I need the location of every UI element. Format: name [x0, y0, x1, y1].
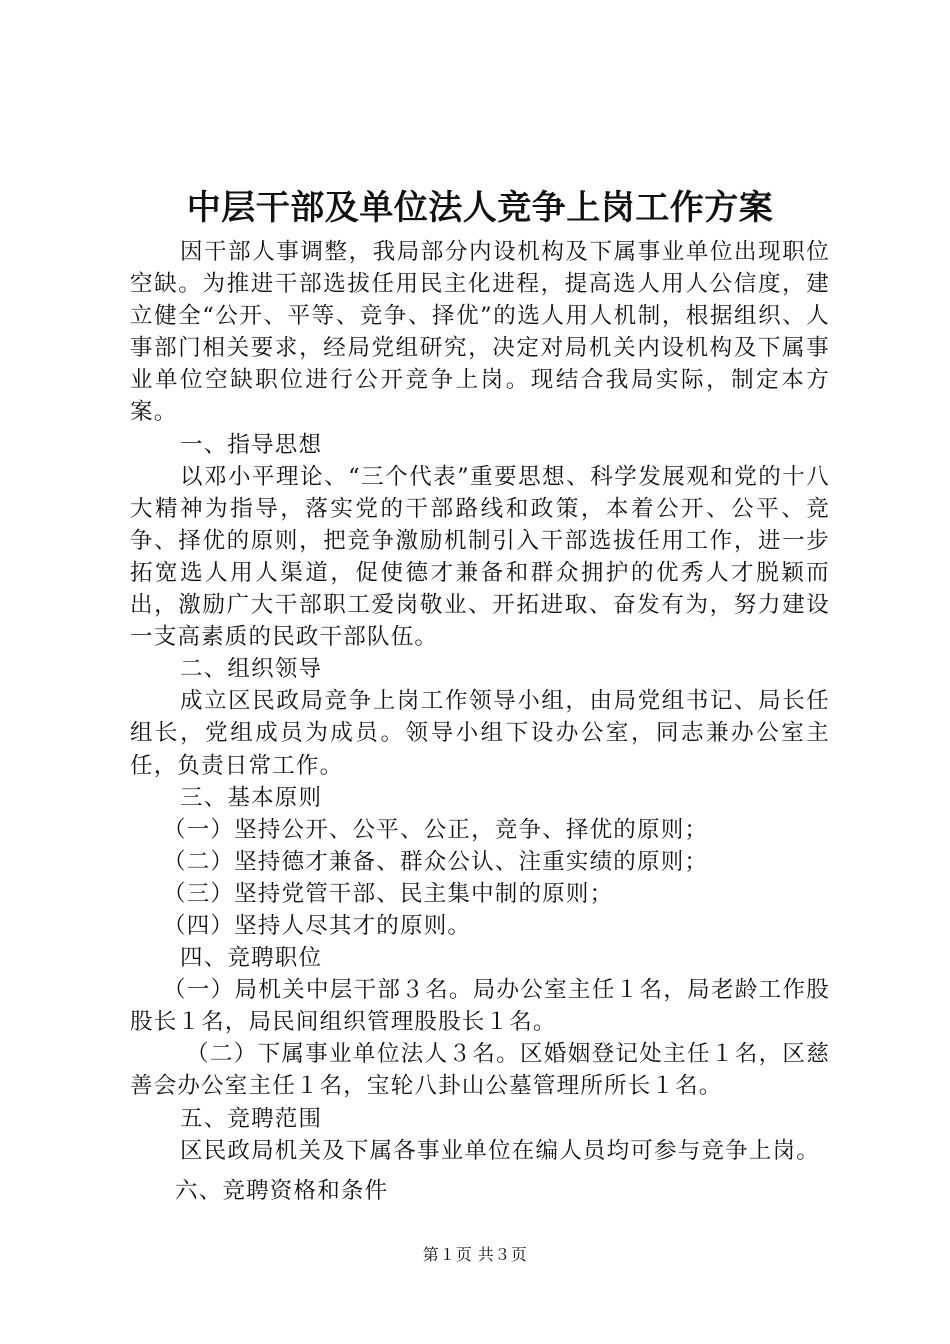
principle-item: （三）坚持党管干部、民主集中制的原则； [163, 880, 614, 907]
principle-item: （四）坚持人尽其才的原则。 [163, 912, 472, 939]
positions-item: （二）下属事业单位法人３名。区婚姻登记处主任１名，区慈善会办公室主任１名，宝轮八卦山公墓管理所所长１名。 [130, 1041, 830, 1100]
section-heading-qualifications: 六、竞聘资格和条件 [175, 1177, 389, 1204]
section-heading-principles: 三、基本原则 [180, 784, 323, 811]
section-heading-scope: 五、竞聘范围 [180, 1105, 323, 1132]
intro-paragraph: 因干部人事调整，我局部分内设机构及下属事业单位出现职位空缺。为推进干部选拔任用民主化进程，提高选人用人公信度，建立健全“公开、平等、竞争、择优”的选人用人机制，根据组织、人事部门相关要求，经局党组研究，决定对局机关内设机构及下属事业单位空缺职位进行公开竞争上岗。现结合我局实际，制定本方案。 [130, 239, 830, 426]
section-heading-guiding-thought: 一、指导思想 [180, 431, 323, 458]
scope-paragraph: 区民政局机关及下属各事业单位在编人员均可参与竞争上岗。 [180, 1137, 820, 1164]
document-title: 中层干部及单位法人竞争上岗工作方案 [186, 188, 774, 228]
guiding-thought-paragraph: 以邓小平理论、“三个代表”重要思想、科学发展观和党的十八大精神为指导，落实党的干部路线和政策，本着公开、公平、竞争、择优的原则，把竞争激励机制引入干部选拔任用工作，进一步拓宽选人用人渠道，促使德才兼备和群众拥护的优秀人才脱颖而出，激励广大干部职工爱岗敬业、开拓进取、奋发有为，努力建设一支高素质的民政干部队伍。 [130, 463, 830, 651]
principle-item: （一）坚持公开、公平、公正，竞争、择优的原则； [163, 816, 709, 843]
section-heading-organization: 二、组织领导 [180, 656, 323, 683]
principle-item: （二）坚持德才兼备、群众公认、注重实绩的原则； [163, 848, 709, 875]
positions-item: （一）局机关中层干部３名。局办公室主任１名，局老龄工作股股长１名，局民间组织管理股股长１名。 [130, 977, 830, 1036]
document-page [130, 180, 830, 1207]
section-heading-positions: 四、竞聘职位 [180, 945, 323, 972]
page-footer: 第１页 共３页 [422, 1245, 528, 1264]
document-body [130, 236, 830, 1207]
organization-paragraph: 成立区民政局竞争上岗工作领导小组，由局党组书记、局长任组长，党组成员为成员。领导小组下设办公室，同志兼办公室主任，负责日常工作。 [130, 688, 830, 779]
